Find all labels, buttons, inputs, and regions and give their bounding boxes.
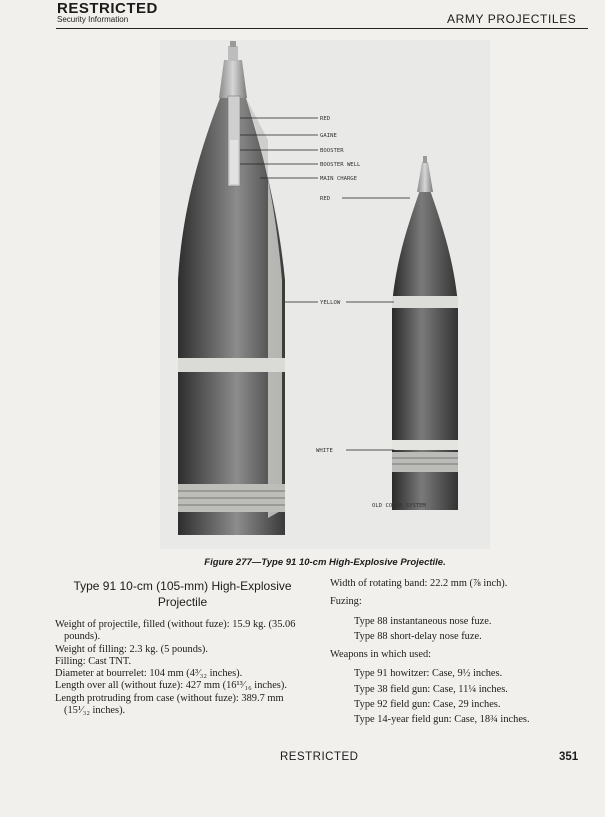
label-gaine: GAINE xyxy=(320,133,337,139)
fuze-item-2: Type 88 short-delay nose fuze. xyxy=(354,630,482,642)
weapon-item-1: Type 91 howitzer: Case, 9½ inches. xyxy=(354,668,503,680)
weapon-item-2: Type 38 field gun: Case, 11¼ inches. xyxy=(354,683,508,695)
fuze-item-1: Type 88 instantaneous nose fuze. xyxy=(354,615,492,627)
fuzing-heading: Fuzing: xyxy=(330,596,362,608)
label-yellow: YELLOW xyxy=(320,300,341,306)
running-header-title: ARMY PROJECTILES xyxy=(447,12,577,26)
spec-filling: Filling: Cast TNT. xyxy=(55,655,132,667)
label-old-color-system: OLD COLOR SYSTEM xyxy=(372,503,426,509)
label-red-top: RED xyxy=(320,116,331,122)
footer-restricted: RESTRICTED xyxy=(280,751,359,763)
spec-length-overall: Length over all (without fuze): 427 mm (16¹³⁄₁₆ inches). xyxy=(55,680,287,692)
section-title-line2: Projectile xyxy=(157,595,208,609)
security-information: Security Information xyxy=(57,15,129,24)
weapon-item-4: Type 14-year field gun: Case, 18¾ inches. xyxy=(354,714,530,726)
specs-left-column xyxy=(55,619,312,717)
large-projectile xyxy=(178,41,285,535)
small-projectile xyxy=(392,156,458,510)
projectile-photograph xyxy=(160,40,490,549)
figure-caption: Figure 277—Type 91 10-cm High-Explosive Projectile. xyxy=(204,557,446,568)
specs-right-column xyxy=(330,578,592,727)
page-number: 351 xyxy=(559,751,579,763)
section-title-line1: Type 91 10-cm (105-mm) High-Explosive xyxy=(73,579,292,593)
label-red: RED xyxy=(320,196,331,202)
weapons-heading: Weapons in which used: xyxy=(330,649,432,661)
spec-diameter: Diameter at bourrelet: 104 mm (4³⁄₃₂ inches). xyxy=(55,668,243,680)
header-rule xyxy=(56,28,588,29)
restricted-marking: RESTRICTED xyxy=(57,0,158,17)
spec-weight-filling: Weight of filling: 2.3 kg. (5 pounds). xyxy=(55,643,208,655)
label-white: WHITE xyxy=(316,448,333,454)
projectile-illustration xyxy=(160,40,490,549)
label-main-charge: MAIN CHARGE xyxy=(320,176,358,182)
weapon-item-3: Type 92 field gun: Case, 29 inches. xyxy=(354,699,501,711)
section-title xyxy=(55,578,310,610)
spec-rotating-band: Width of rotating band: 22.2 mm (⅞ inch). xyxy=(330,578,508,589)
label-booster-well: BOOSTER WELL xyxy=(320,162,361,168)
spec-weight-projectile: Weight of projectile, filled (without fuze): 15.9 kg. (35.06 pounds). xyxy=(55,619,296,643)
spec-length-protruding: Length protruding from case (without fuze): 389.7 mm (15¹⁄₃₂ inches). xyxy=(55,692,284,717)
label-booster: BOOSTER xyxy=(320,148,344,154)
